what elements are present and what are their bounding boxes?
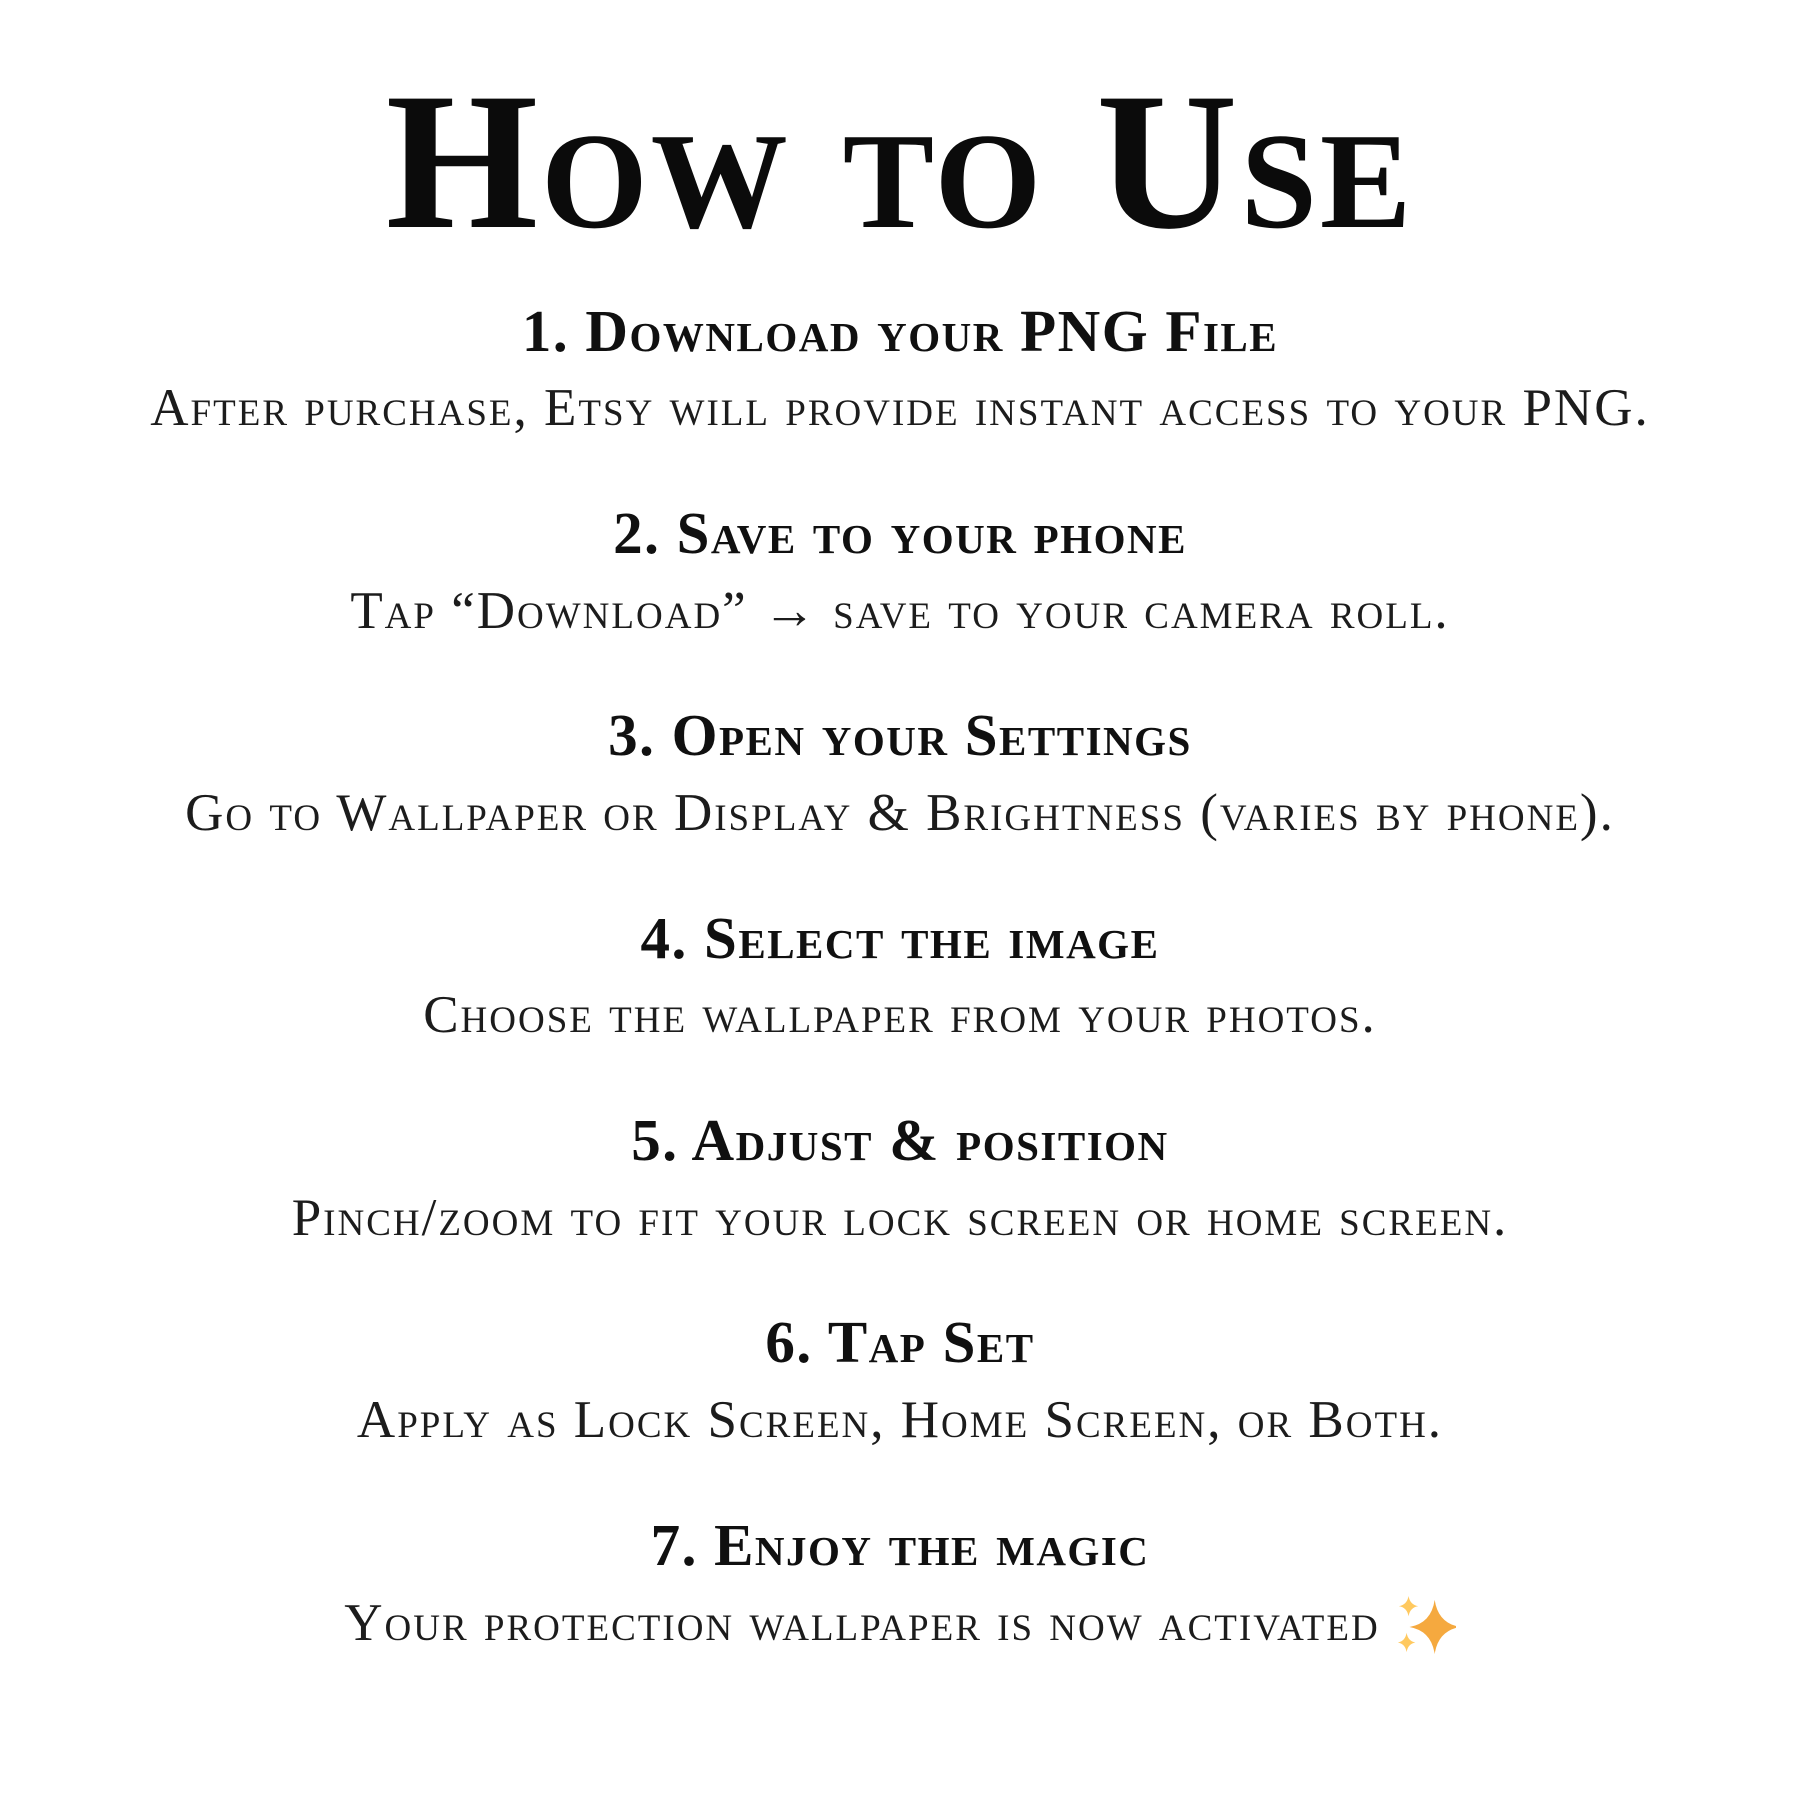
step-1-heading: 1. Download your PNG File — [521, 297, 1279, 364]
step-6-body: Apply as Lock Screen, Home Screen, or Both. — [356, 1391, 1444, 1450]
step-5 — [292, 1107, 1509, 1249]
step-6 — [357, 1309, 1443, 1451]
step-5-heading: 5. Adjust & position — [631, 1107, 1169, 1174]
step-2 — [350, 500, 1449, 642]
step-2-heading: 2. Save to your phone — [613, 499, 1187, 566]
step-3-heading: 3. Open your Settings — [608, 702, 1192, 769]
step-7-body — [344, 1592, 1455, 1655]
steps-list — [150, 298, 1649, 1655]
page-title: How to Use — [385, 53, 1415, 270]
step-3 — [185, 702, 1615, 844]
step-7 — [344, 1512, 1455, 1654]
step-5-body: Pinch/zoom to fit your lock screen or home screen. — [291, 1188, 1509, 1247]
step-4-heading: 4. Select the image — [640, 904, 1160, 971]
step-7-heading: 7. Enjoy the magic — [650, 1511, 1150, 1578]
step-6-heading: 6. Tap Set — [765, 1309, 1035, 1376]
step-4 — [423, 905, 1377, 1047]
step-3-body: Go to Wallpaper or Display & Brightness (varies by phone). — [185, 784, 1615, 843]
step-1-body: After purchase, Etsy will provide instant access to your PNG. — [150, 379, 1650, 438]
step-1 — [150, 298, 1649, 440]
sparkles-icon — [1394, 1594, 1456, 1656]
step-2-body: Tap “Download” → save to your camera roll. — [350, 581, 1450, 640]
step-4-body: Choose the wallpaper from your photos. — [423, 986, 1377, 1045]
step-7-body-text: Your protection wallpaper is now activated — [344, 1593, 1380, 1652]
